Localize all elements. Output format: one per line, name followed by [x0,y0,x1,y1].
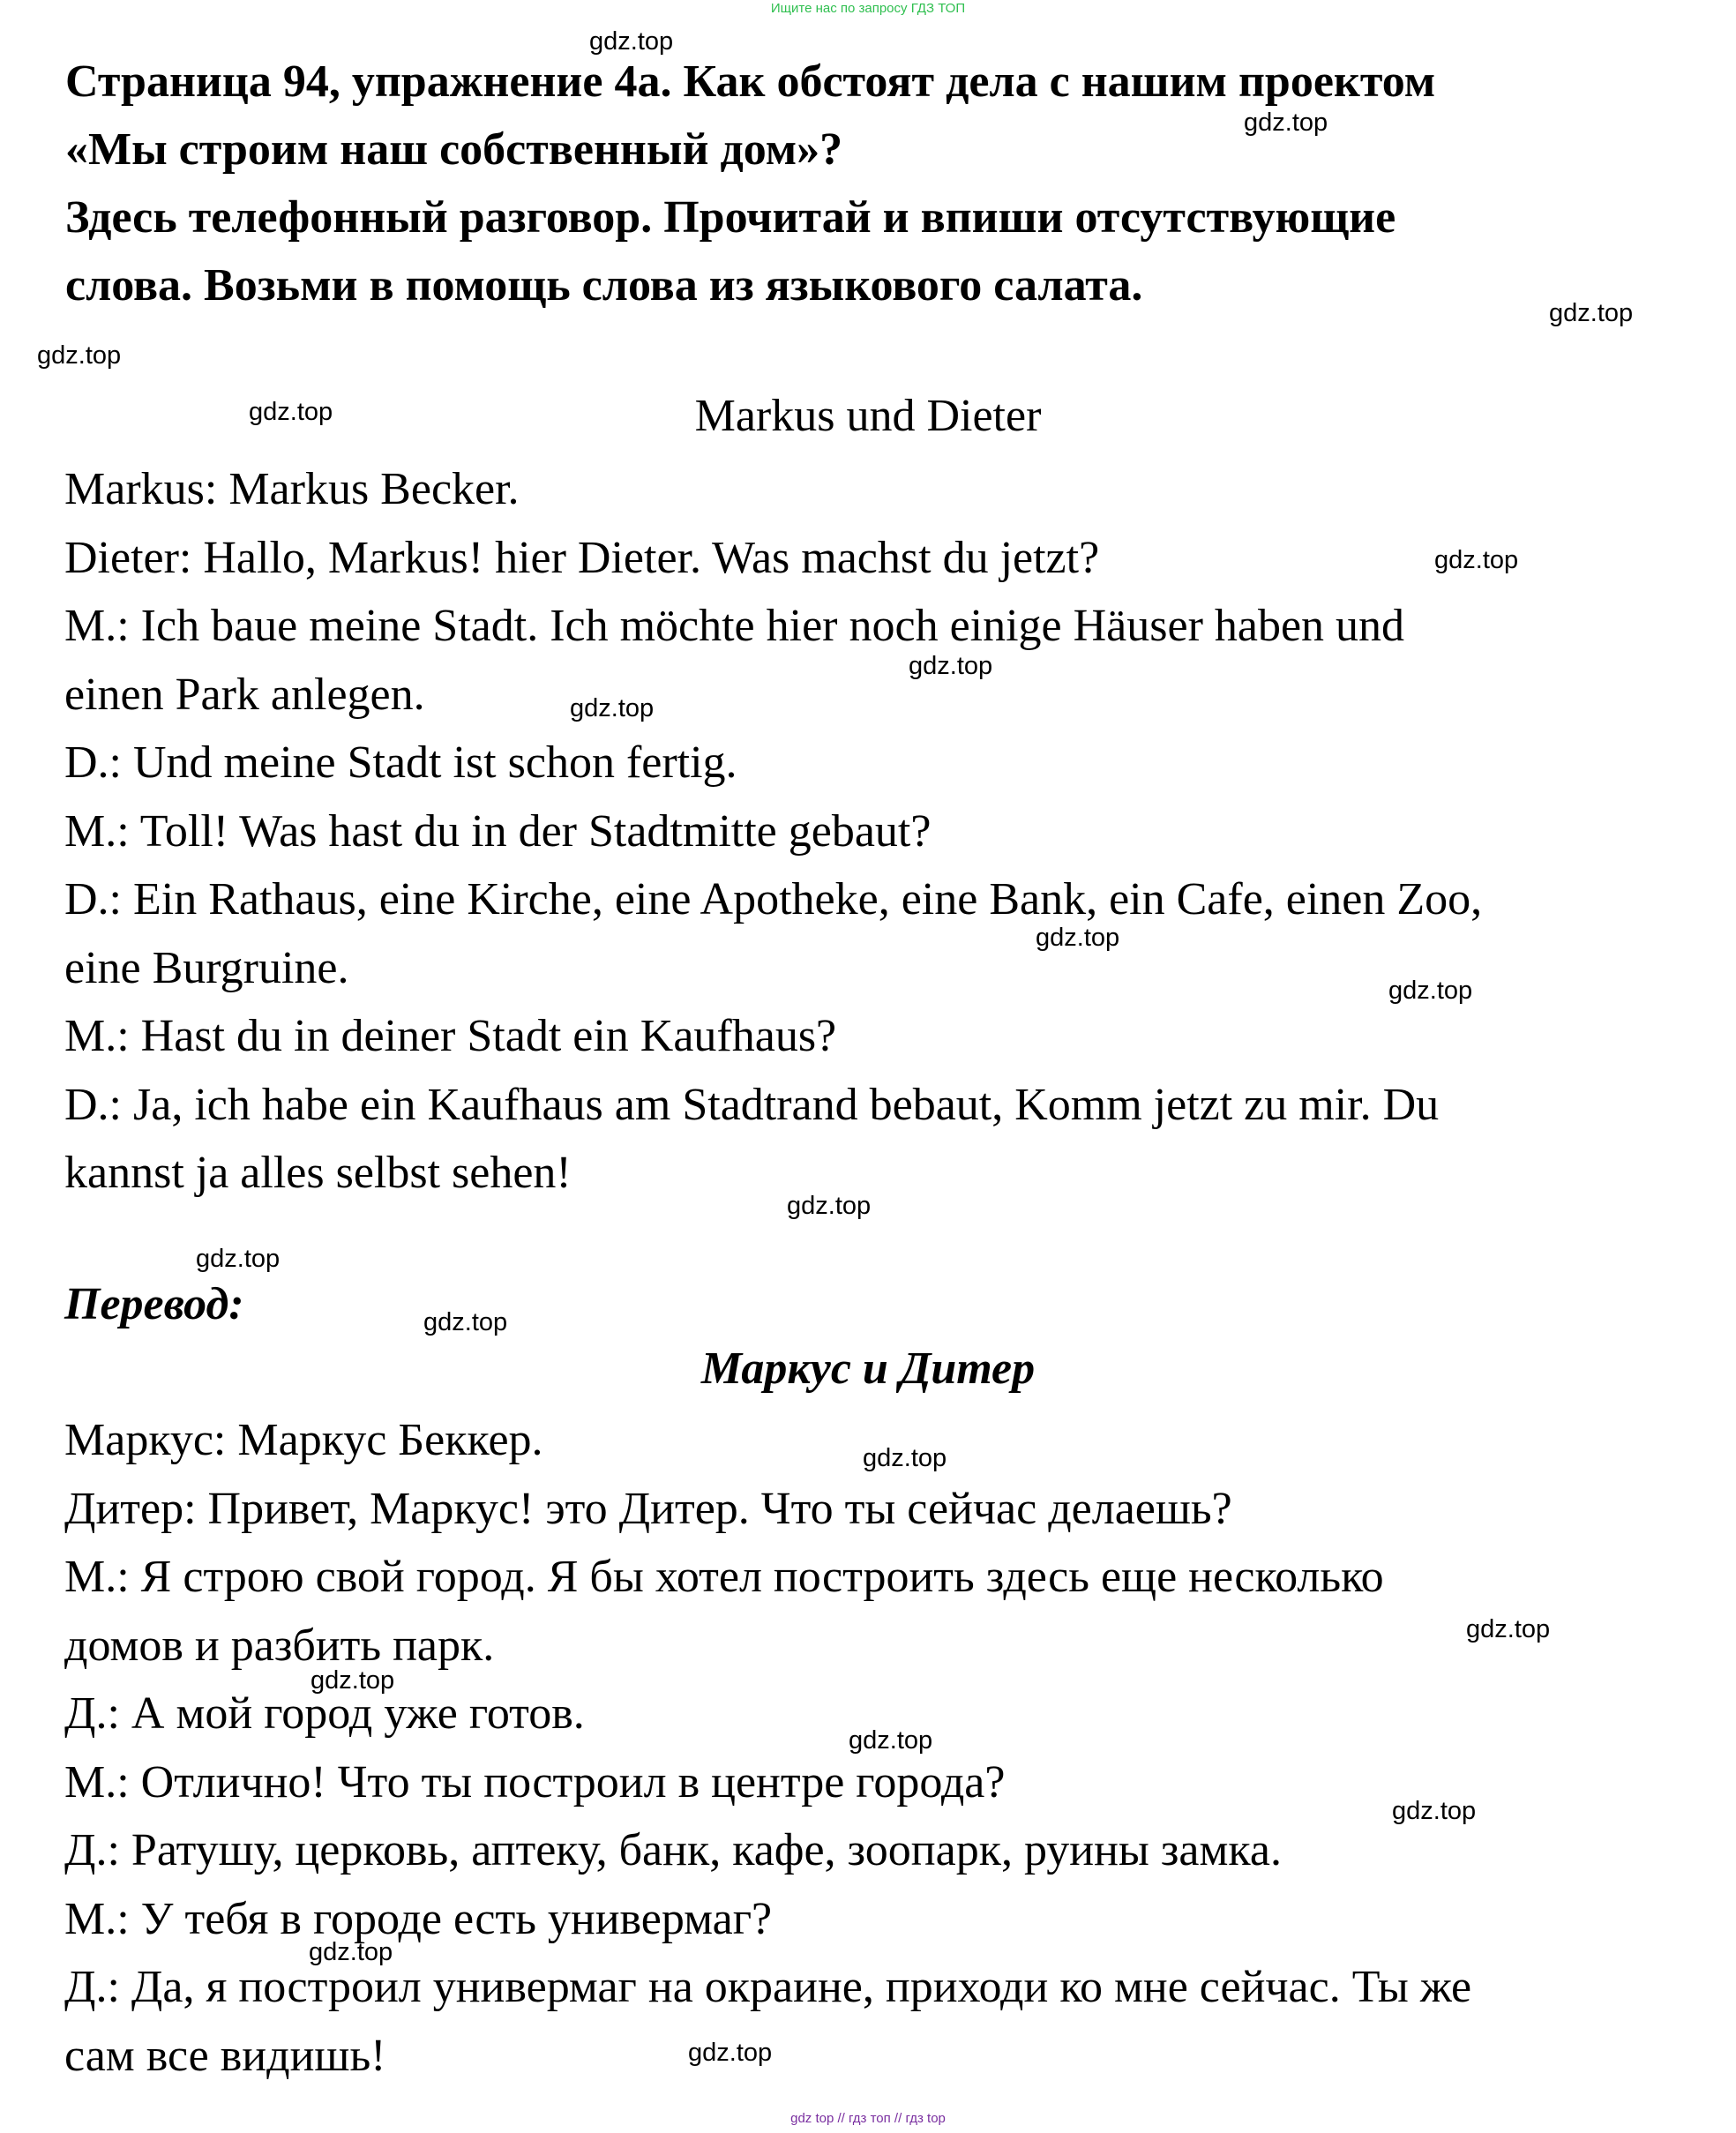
bottom-banner-separator: // [890,2111,906,2126]
watermark: gdz.top [37,341,122,370]
watermark: gdz.top [1392,1797,1477,1825]
dialog-line: домов и разбить парк. [64,1620,495,1671]
watermark: gdz.top [1388,977,1473,1005]
dialog-line: М.: Я строю свой город. Я бы хотел построить здесь еще несколько [64,1552,1384,1602]
german-dialog-title: Markus und Dieter [694,391,1042,441]
bottom-banner-part: gdz top [790,2111,834,2126]
dialog-line: Markus: Markus Becker. [64,464,520,514]
bottom-banner-part: гдз top [905,2111,946,2126]
dialog-line: сам все видишь! [64,2030,386,2081]
dialog-line: M.: Toll! Was hast du in der Stadtmitte gebaut? [64,805,932,857]
watermark: gdz.top [309,1938,393,1966]
dialog-line: Dieter: Hallo, Markus! hier Dieter. Was machst du jetzt? [64,532,1100,583]
dialog-line: D.: Und meine Stadt ist schon fertig. [64,737,737,788]
dialog-line: kannst ja alles selbst sehen! [64,1148,572,1198]
watermark: gdz.top [849,1726,933,1755]
heading-line: слова. Возьми в помощь слова из языкового салата. [65,260,1143,311]
translation-title: Маркус и Дитер [700,1343,1036,1394]
translation-label: Перевод: [64,1279,244,1329]
dialog-line: Д.: А мой город уже готов. [64,1688,585,1739]
bottom-banner-separator: // [834,2111,849,2126]
heading-line: Страница 94, упражнение 4a. Как обстоят дела с нашим проектом [65,56,1436,107]
dialog-line: М.: У тебя в городе есть универмаг? [64,1893,773,1944]
heading-line: Здесь телефонный разговор. Прочитай и впиши отсутствующие [65,192,1396,243]
dialog-line: Маркус: Маркус Беккер. [64,1415,543,1465]
dialog-line: Д.: Да, я построил универмаг на окраине, приходи ко мне сейчас. Ты же [64,1962,1472,2012]
dialog-line: M.: Ich baue meine Stadt. Ich möchte hier noch einige Häuser haben und [64,601,1405,651]
exercise-heading [65,48,1671,319]
dialog-line: М.: Отлично! Что ты построил в центре города? [64,1756,1006,1807]
watermark: gdz.top [863,1444,947,1472]
watermark: gdz.top [1549,299,1634,327]
watermark: gdz.top [423,1308,508,1336]
dialog-line: Дитер: Привет, Маркус! это Дитер. Что ты сейчас делаешь? [64,1483,1232,1534]
watermark: gdz.top [311,1666,395,1695]
watermark: gdz.top [909,652,993,680]
heading-line: «Мы строим наш собственный дом»? [65,124,843,175]
watermark: gdz.top [688,2039,773,2067]
bottom-banner-part: гдз топ [849,2111,891,2126]
dialog-line: D.: Ja, ich habe ein Kaufhaus am Stadtrand bebaut, Komm jetzt zu mir. Du [64,1079,1440,1130]
watermark: gdz.top [787,1192,872,1220]
watermark: gdz.top [1466,1615,1551,1643]
watermark: gdz.top [570,694,655,722]
dialog-line: eine Burgruine. [64,942,349,993]
dialog-line: D.: Ein Rathaus, eine Kirche, eine Apotheke, eine Bank, ein Cafe, einen Zoo, [64,874,1483,924]
watermark: gdz.top [1244,109,1328,137]
watermark: gdz.top [589,27,674,56]
watermark: gdz.top [249,398,333,426]
top-banner: Ищите нас по запросу ГДЗ ТОП [770,1,966,16]
watermark: gdz.top [1036,924,1120,952]
bottom-banner [0,2110,1736,2128]
dialog-line: Д.: Ратушу, церковь, аптеку, банк, кафе, зоопарк, руины замка. [64,1825,1282,1875]
watermark: gdz.top [196,1245,281,1273]
dialog-line: M.: Hast du in deiner Stadt ein Kaufhaus? [64,1011,837,1061]
dialog-line: einen Park anlegen. [64,669,425,720]
watermark: gdz.top [1434,546,1519,574]
